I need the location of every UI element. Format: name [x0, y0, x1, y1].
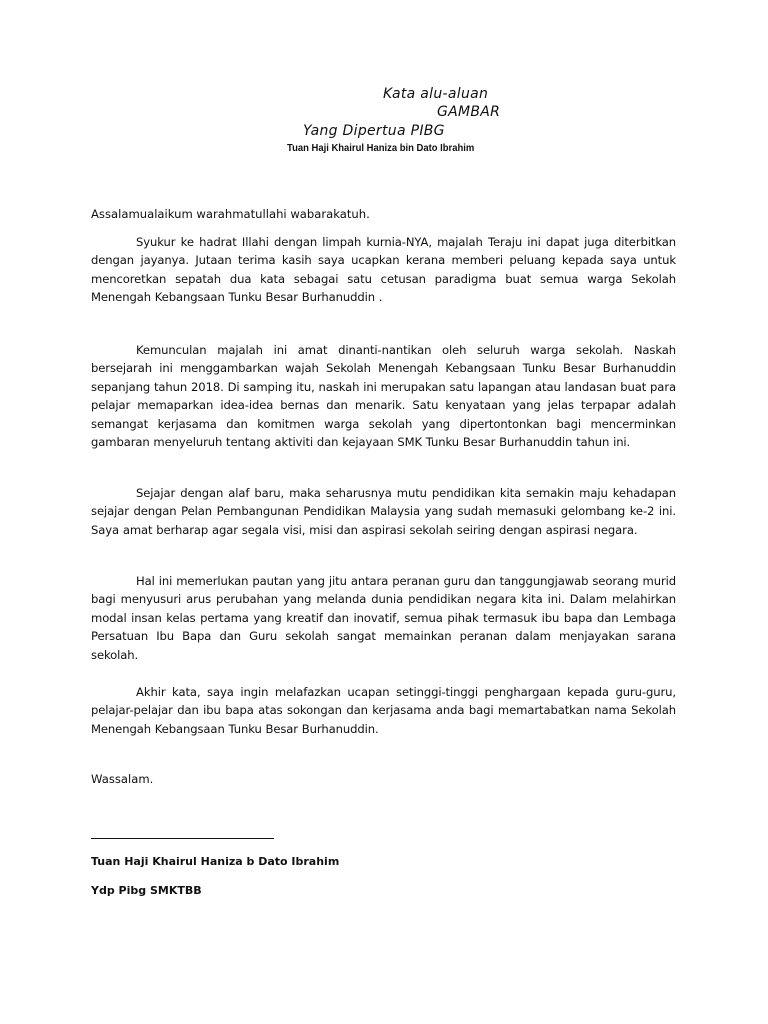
- greeting: Assalamualaikum warahmatullahi wabarakatuh.: [91, 207, 370, 221]
- title-welcome: Kata alu-aluan: [383, 86, 489, 102]
- signatory-name: Tuan Haji Khairul Haniza b Dato Ibrahim: [91, 855, 340, 868]
- header-name: Tuan Haji Khairul Haniza bin Dato Ibrahim: [287, 142, 475, 154]
- title-photo-placeholder: GAMBAR: [437, 104, 501, 120]
- signature-line: [91, 838, 274, 839]
- paragraph-2: Kemunculan majalah ini amat dinanti-nantikan oleh seluruh warga sekolah. Naskah bersejarah ini menggambarkan wajah Sekolah Menengah Kebangsaan Tunku Besar Burhanuddin sepanjang tahun 2018. Di samping itu, naskah ini merupakan satu lapangan atau landasan buat para pelajar memaparkan idea-idea bernas dan menarik. Satu kenyataan yang jelas terpapar adalah semangat kerjasama dan komitmen warga sekolah yang dipertontonkan bagi mencerminkan gambaran menyeluruh tentang aktiviti dan kejayaan SMK Tunku Besar Burhanuddin tahun ini.: [91, 343, 676, 450]
- paragraph-3: Sejajar dengan alaf baru, maka seharusnya mutu pendidikan kita semakin maju kehadapan sejajar dengan Pelan Pembangunan Pendidikan Malaysia yang sudah memasuki gelombang ke-2 ini. Saya amat berharap agar segala visi, misi dan aspirasi sekolah seiring dengan aspirasi negara.: [91, 486, 676, 537]
- paragraph-1: Syukur ke hadrat Illahi dengan limpah kurnia-NYA, majalah Teraju ini dapat juga diterbitkan dengan jayanya. Jutaan terima kasih saya ucapkan kerana memberi peluang kepada saya untuk mencoretkan sepatah dua kata sebagai satu cetusan paradigma buat semua warga Sekolah Menengah Kebangsaan Tunku Besar Burhanuddin .: [91, 235, 676, 305]
- paragraph-5: Akhir kata, saya ingin melafazkan ucapan setinggi-tinggi penghargaan kepada guru-guru, pelajar-pelajar dan ibu bapa atas sokongan dan kerjasama anda bagi memartabatkan nama Sekolah Menengah Kebangsaan Tunku Besar Burhanuddin.: [91, 685, 676, 736]
- signatory-title: Ydp Pibg SMKTBB: [91, 884, 202, 897]
- closing: Wassalam.: [91, 772, 154, 786]
- paragraph-4: Hal ini memerlukan pautan yang jitu antara peranan guru dan tanggungjawab seorang murid bagi menyusuri arus perubahan yang melanda dunia pendidikan negara kita ini. Dalam melahirkan modal insan kelas pertama yang kreatif dan inovatif, semua pihak termasuk ibu bapa dan Lembaga Persatuan Ibu Bapa dan Guru sekolah sangat memainkan peranan dalam menjayakan sarana sekolah.: [91, 574, 676, 662]
- title-position: Yang Dipertua PIBG: [303, 123, 445, 139]
